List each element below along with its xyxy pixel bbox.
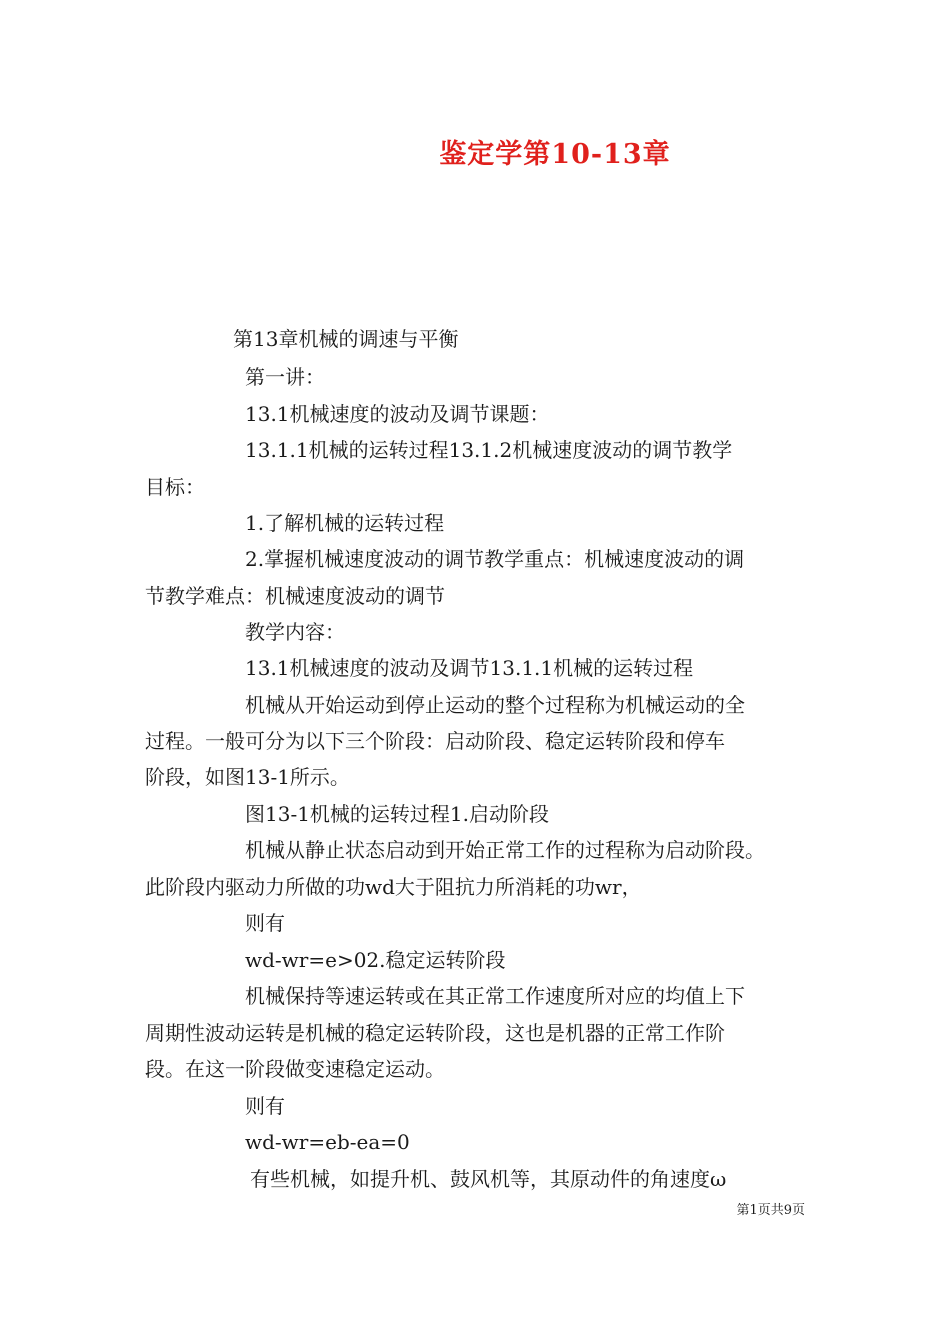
text-line: 有些机械，如提升机、鼓风机等，其原动件的角速度ω xyxy=(250,1167,727,1191)
text-line: 13.1机械速度的波动及调节13.1.1机械的运转过程 xyxy=(245,656,694,680)
text-line: 则有 xyxy=(245,1094,285,1118)
text-line: wd-wr=e>02.稳定运转阶段 xyxy=(245,948,506,972)
text-line: 第13章机械的调速与平衡 xyxy=(233,327,459,351)
text-line: 则有 xyxy=(245,911,285,935)
text-line: 段。在这一阶段做变速稳定运动。 xyxy=(145,1057,445,1081)
text-line: 2.掌握机械速度波动的调节教学重点：机械速度波动的调 xyxy=(245,547,745,571)
text-line: 第一讲： xyxy=(245,365,325,389)
text-line: wd-wr=eb-ea=0 xyxy=(245,1130,410,1154)
text-line: 阶段，如图13-1所示。 xyxy=(145,765,350,789)
text-line: 周期性波动运转是机械的稳定运转阶段，这也是机器的正常工作阶 xyxy=(145,1021,725,1045)
text-line: 此阶段内驱动力所做的功wd大于阻抗力所消耗的功wr， xyxy=(145,875,642,899)
text-line: 节教学难点：机械速度波动的调节 xyxy=(145,584,445,608)
text-line: 机械从静止状态启动到开始正常工作的过程称为启动阶段。 xyxy=(245,838,765,862)
text-line: 1.了解机械的运转过程 xyxy=(245,511,445,535)
page-number: 第1页共9页 xyxy=(736,1203,805,1218)
text-line: 过程。一般可分为以下三个阶段：启动阶段、稳定运转阶段和停车 xyxy=(145,729,725,753)
text-line: 13.1机械速度的波动及调节课题： xyxy=(245,402,550,426)
document-title: 鉴定学第10-13章 xyxy=(439,139,671,170)
text-line: 13.1.1机械的运转过程13.1.2机械速度波动的调节教学 xyxy=(245,438,733,462)
text-line: 目标： xyxy=(145,475,205,499)
text-line: 机械从开始运动到停止运动的整个过程称为机械运动的全 xyxy=(245,693,745,717)
text-line: 图13-1机械的运转过程1.启动阶段 xyxy=(245,802,550,826)
text-line: 机械保持等速运转或在其正常工作速度所对应的均值上下 xyxy=(245,984,745,1008)
text-line: 教学内容： xyxy=(245,620,345,644)
